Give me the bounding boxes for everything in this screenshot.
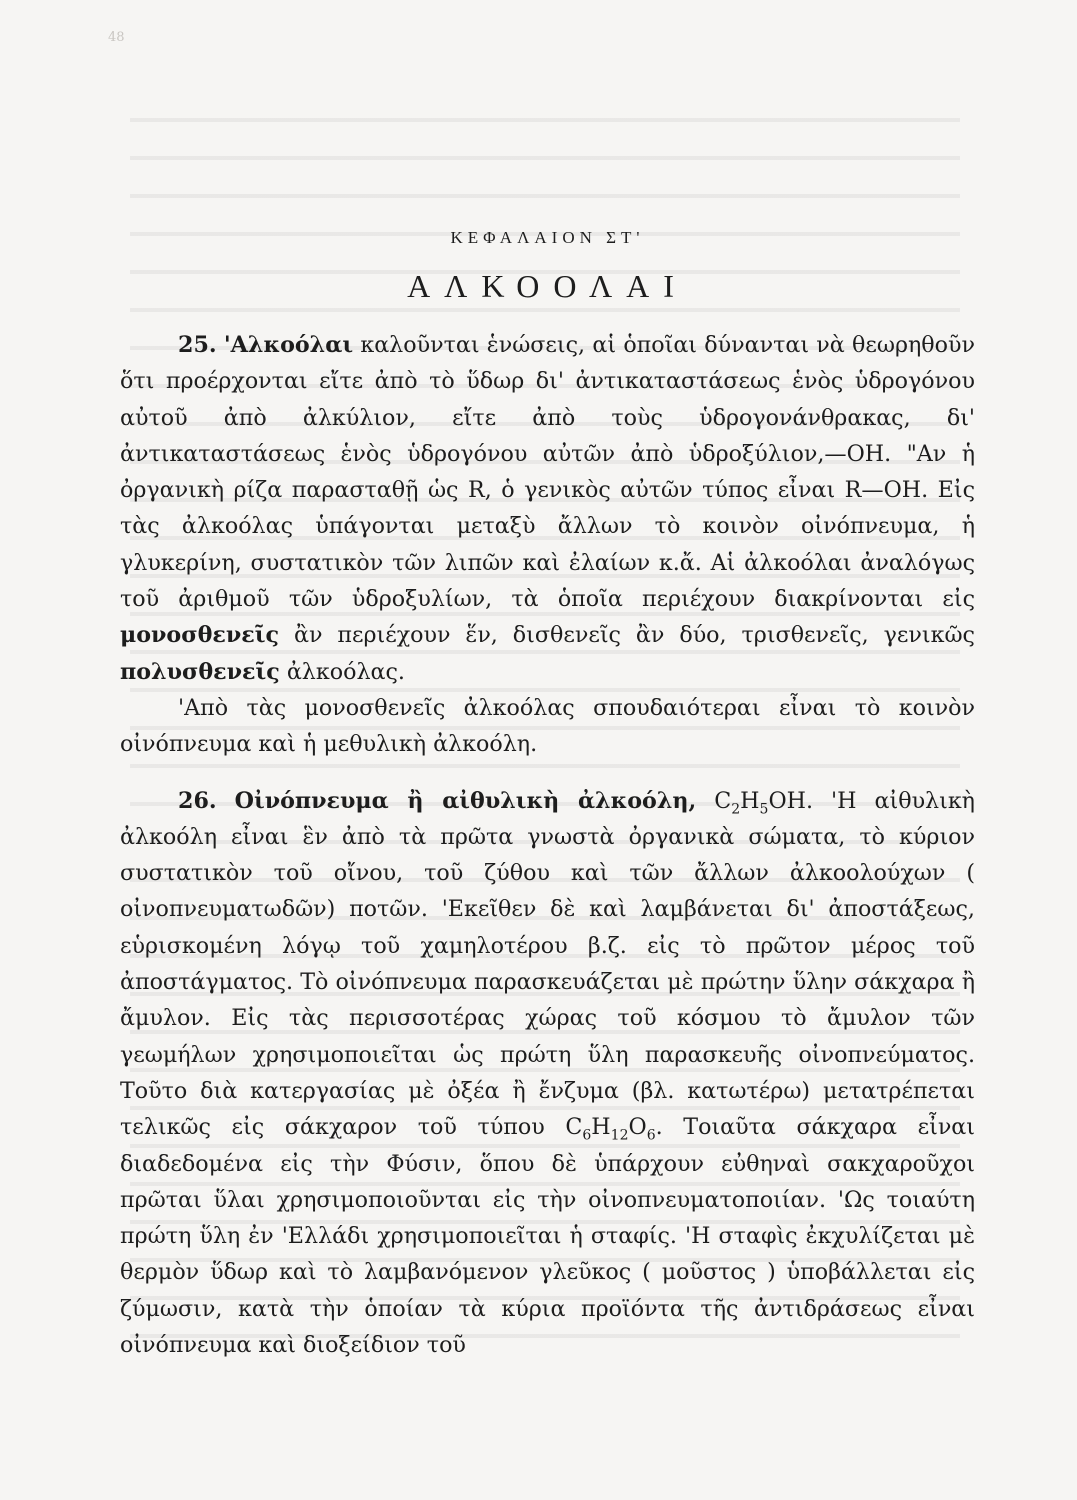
formula-c-sub: 2 [731, 801, 741, 817]
section-26-text-a: 'Η αἰθυλικὴ ἀλκοόλη εἶναι ἓν ἀπὸ τὰ πρῶτα γνωστὰ ὀργανικὰ σώματα, τὸ κύριον συστατικὸν τοῦ οἴνου, τοῦ ζύθου καὶ τῶν ἄλλων ἀλκοολούχων ( οἰνοπνευματωδῶν) ποτῶν. 'Εκεῖθεν δὲ καὶ λαμβάνεται δι' ἀποστάξεως, εὑρισκομένη λόγῳ τοῦ χαμηλοτέρου β.ζ. εἰς τὸ πρῶτον μέρος τοῦ ἀποστάγματος. Τὸ οἰνόπνευμα παρασκευάζεται μὲ πρώτην ὕλην σάκχαρα ἢ ἄμυλον. Εἰς τὰς περισσοτέρας χώρας τοῦ κόσμου τὸ ἄμυλον τῶν γεωμήλων χρησιμοποιεῖται ὡς πρώτη ὕλη παρασκευῆς οἰνοπνεύματος. Τοῦτο διὰ κατεργασίας μὲ ὀξέα ἢ ἔνζυμα (βλ. κατωτέρω) μετατρέπεται τελικῶς εἰς σάκχαρον τοῦ τύπου [120, 787, 975, 1141]
formula2-o: O [628, 1114, 647, 1141]
formula2-o-sub: 6 [646, 1127, 656, 1144]
formula2-c-sub: 6 [582, 1127, 592, 1144]
term-polyvalent: πολυσθενεῖς [120, 658, 280, 685]
section-25-heading: 'Αλκοόλαι [223, 332, 354, 358]
section-25-paragraph-2: 'Απὸ τὰς μονοσθενεῖς ἀλκοόλας σπουδαιότεραι εἶναι τὸ κοινὸν οἰνόπνευμα καὶ ἡ μεθυλικὴ ἀλκοόλη. [120, 694, 975, 758]
section-25-text-b: ἂν περιέχουν ἕν, δισθενεῖς ἂν δύο, τρισθενεῖς, γενικῶς [279, 622, 975, 649]
section-26-paragraph [120, 783, 975, 1364]
section-gap [120, 763, 975, 783]
glucose-formula [565, 1114, 656, 1144]
ethanol-formula [714, 787, 814, 817]
formula2-h: H [591, 1114, 611, 1141]
section-26-text-b: . Τοιαῦτα σάκχαρα εἶναι διαδεδομένα εἰς τὴν Φύσιν, ὅπου δὲ ὑπάρχουν εὐθηναὶ σακχαροῦχοι πρῶται ὕλαι χρησιμοποιοῦνται εἰς τὴν οἰνοπνευματοποιίαν. 'Ως τοιαύτη πρώτη ὕλη ἐν 'Ελλάδι χρησιμοποιεῖται ἡ σταφίς. 'Η σταφὶς ἐκχυλίζεται μὲ θερμὸν ὕδωρ καὶ τὸ λαμβανόμενον γλεῦκος ( μοῦστος ) ὑποβάλλεται εἰς ζύμωσιν, κατὰ τὴν ὁποίαν τὰ κύρια προϊόντα τῆς ἀντιδράσεως εἶναι οἰνόπνευμα καὶ διοξείδιον τοῦ [120, 1114, 975, 1359]
section-25-text-a: καλοῦνται ἑνώσεις, αἱ ὁποῖαι δύνανται νὰ θεωρηθοῦν ὅτι προέρχονται εἴτε ἀπὸ τὸ ὕδωρ δι' ἀντικαταστάσεως ἑνὸς ὑδρογόνου αὐτοῦ ἀπὸ ἀλκύλιον, εἴτε ἀπὸ τοὺς ὑδρογονάνθρακας, δι' ἀντικαταστάσεως ἑνὸς ὑδρογόνου αὐτῶν ἀπὸ ὑδροξύλιον,—OH. "Αν ἡ ὀργανικὴ ρίζα παρασταθῇ ὡς R, ὁ γενικὸς αὐτῶν τύπος εἶναι R—OH. Εἰς τὰς ἀλκοόλας ὑπάγονται μεταξὺ ἄλλων τὸ κοινὸν οἰνόπνευμα, ἡ γλυκερίνη, συστατικὸν τῶν λιπῶν καὶ ἐλαίων κ.ἄ. Αἱ ἀλκοόλαι ἀναλόγως τοῦ ἀριθμοῦ τῶν ὑδροξυλίων, τὰ ὁποῖα περιέχουν διακρίνονται εἰς [120, 332, 976, 613]
formula-h: H [740, 787, 760, 814]
section-26-heading: Οἰνόπνευμα ἢ αἰθυλικὴ ἀλκοόλη, [234, 787, 697, 814]
formula2-c: C [565, 1114, 583, 1141]
formula-oh: OH. [768, 787, 814, 814]
section-25-text-c: ἀλκοόλας. [279, 658, 405, 685]
section-25-number: 25. [178, 332, 217, 358]
formula-c: C [714, 787, 732, 814]
page-number: 48 [108, 30, 125, 45]
term-monovalent: μονοσθενεῖς [120, 622, 280, 649]
section-25-paragraph-1 [120, 327, 975, 690]
formula-h-sub: 5 [759, 801, 769, 817]
formula2-h-sub: 12 [610, 1127, 629, 1144]
chapter-title: ΑΛΚΟΟΛΑΙ [407, 268, 688, 304]
page-content [120, 228, 975, 1363]
section-26-number: 26. [178, 787, 217, 814]
chapter-label: ΚΕΦΑΛΑΙΟΝ ΣΤ' [450, 228, 645, 247]
